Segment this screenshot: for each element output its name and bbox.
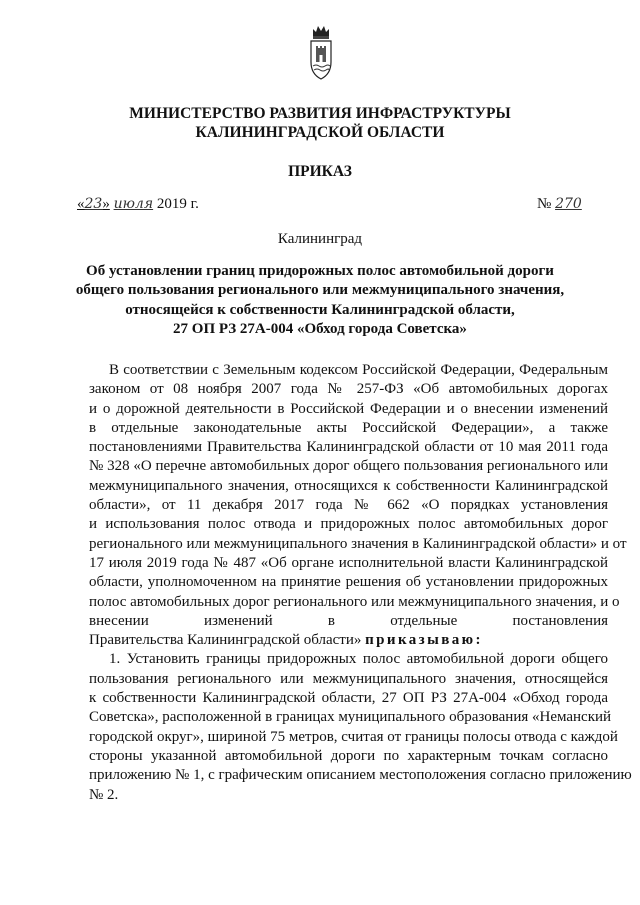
preamble-line: постановлениями Правительства Калининградской области от 10 мая 2011 года xyxy=(89,439,608,456)
preamble-line: регионального или межмуниципального значения в Калининградской области» и от xyxy=(89,535,627,552)
item-1-line: приложению № 1, с графическим описанием местоположения согласно приложению xyxy=(89,767,632,784)
preamble-line: полос автомобильных дорог регионального или межмуниципального значения, и о xyxy=(89,593,620,610)
preamble-line: № 328 «О перечне автомобильных дорог общего пользования регионального или xyxy=(89,458,608,475)
preamble-line: и о дорожной деятельности в Российской Федерации и о внесении изменений xyxy=(89,400,608,417)
date-year: 2019 г. xyxy=(156,196,199,212)
date-month: июля xyxy=(113,196,154,212)
order-number xyxy=(537,196,582,213)
preamble-line: и использования полос отвода и придорожных полос автомобильных дорог xyxy=(89,516,608,533)
subject-line: общего пользования регионального или межмуниципального значения, xyxy=(75,282,565,299)
number-value: 270 xyxy=(555,196,582,212)
kaliningrad-coat-of-arms-icon xyxy=(308,22,334,82)
number-label: № xyxy=(537,196,552,212)
city-name: Калининград xyxy=(277,231,363,247)
item-1-line: к собственности Калининградской области, 27 ОП РЗ 27А-004 «Обход города xyxy=(89,690,608,707)
item-1-line: пользования регионального или межмуниципального значения, относящейся xyxy=(89,670,608,687)
preamble-final-line xyxy=(89,631,608,650)
preamble-line: В соответствии с Земельным кодексом Российской Федерации, Федеральным xyxy=(109,362,608,378)
item-1-last-line: № 2. xyxy=(89,786,119,803)
order-subject xyxy=(70,262,570,339)
item-1-line: городской округ», шириной 75 метров, считая от границы полосы отвода с каждой xyxy=(89,728,618,745)
preamble-line: внесении изменений в отдельные постановления xyxy=(89,612,608,629)
subject-line: относящейся к собственности Калининградской области, xyxy=(125,301,515,318)
order-title: ПРИКАЗ xyxy=(288,163,352,180)
date-close-quote: » xyxy=(102,196,110,212)
preamble-line: 17 июля 2019 года № 487 «Об органе исполнительной власти Калининградской xyxy=(89,554,608,571)
item-1-line: стороны указанной автомобильной дороги по характерным точкам согласно xyxy=(89,747,608,764)
item-1-line: Советска», расположенной в границах муниципального образования «Неманский xyxy=(89,709,612,726)
order-date xyxy=(77,196,199,213)
ministry-line-2: КАЛИНИНГРАДСКОЙ ОБЛАСТИ xyxy=(195,124,445,141)
order-body xyxy=(89,361,632,805)
date-open-quote: « xyxy=(77,196,85,212)
preamble-line: области, уполномоченном на принятие решения об установлении придорожных xyxy=(89,574,608,591)
ministry-line-1: МИНИСТЕРСТВО РАЗВИТИЯ ИНФРАСТРУКТУРЫ xyxy=(129,105,511,122)
date-day: 23 xyxy=(84,196,103,212)
preamble-line: в отдельные законодательные акты Российской Федерации», а также xyxy=(89,419,608,436)
preamble-line: межмуниципального значения, относящихся к собственности Калининградской xyxy=(89,477,608,494)
preamble-line: законом от 08 ноября 2007 года № 257-ФЗ «Об автомобильных дорогах xyxy=(89,381,608,398)
subject-line: 27 ОП РЗ 27А-004 «Обход города Советска» xyxy=(173,320,467,337)
ministry-name xyxy=(0,104,640,142)
order-word: приказываю: xyxy=(365,632,483,649)
preamble-line: области», от 11 декабря 2017 года № 662 «О порядках установления xyxy=(89,497,608,514)
preamble-last-text: Правительства Калининградской области» xyxy=(89,632,362,649)
subject-line: Об установлении границ придорожных полос автомобильной дороги xyxy=(86,263,554,279)
item-1-line: 1. Установить границы придорожных полос автомобильной дороги общего xyxy=(109,651,608,668)
